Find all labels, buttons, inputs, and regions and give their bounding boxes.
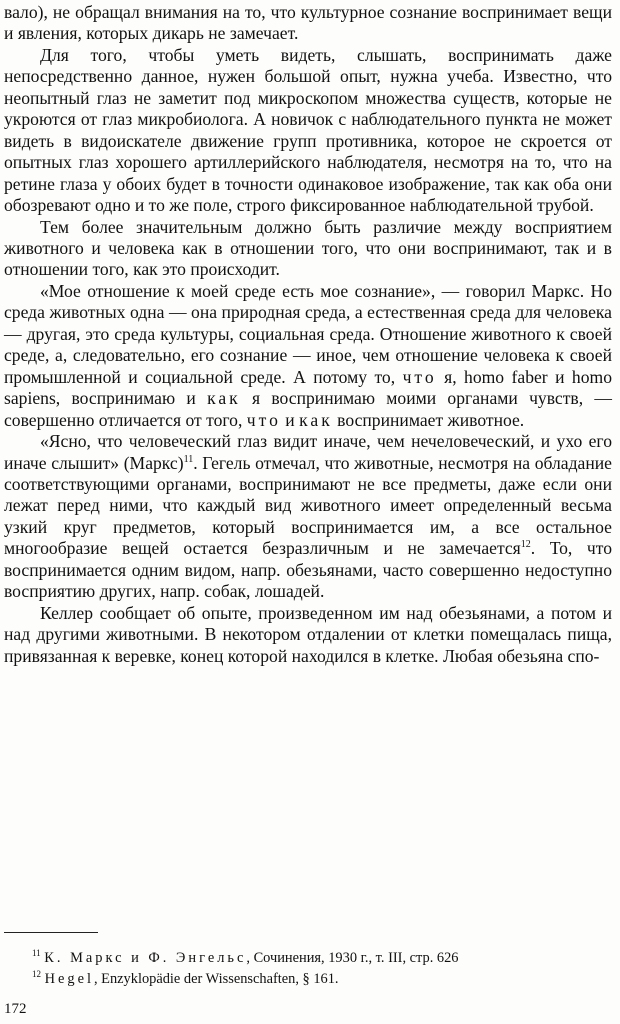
spaced-emphasis: как — [207, 388, 241, 409]
spaced-emphasis: как — [299, 409, 333, 430]
paragraph-continued: вало), не обращал внимания на то, что культурное сознание воспринимает вещи и явления, которых дикарь не замечает. — [4, 2, 612, 44]
spaced-emphasis: что — [402, 366, 437, 387]
page-number: 172 — [4, 1001, 27, 1017]
spaced-emphasis: что — [246, 409, 281, 430]
paragraph: Тем более значительным должно быть различие между восприятием животного и человека как в отношении того, что они воспринимают, так и в отношении того, как это происходит. — [4, 216, 612, 280]
paragraph: Для того, чтобы уметь видеть, слышать, воспринимать даже непосредственно данное, нужен большой опыт, нужна учеба. Известно, что неопытный глаз не заметит под микроскопом множества существ, которые не укроются от глаз микробиолога. А новичок с наблюдательного пункта не может видеть в видоискателе движение групп противника, которое не скроется от опытных глаз хорошего артиллерийского наблюдателя, несмотря на то, что на ретине глаза у обоих будет в точности одинаковое изображение, так как оба они обозревают одно и то же поле, строго фиксированное наблюдательной трубой. — [4, 44, 612, 216]
footnote-ref: 12 — [520, 539, 531, 551]
footnote-11: $^{11}$ К. Маркс и Ф. Энгельс, Сочинения, 1930 г., т. III, стр. 626 — [32, 948, 459, 966]
footnotes — [4, 948, 616, 989]
footnote-12: $^{12}$ Hegel, Enzyklopädie der Wissenschaften, § 161. — [32, 968, 339, 987]
footnote-author: Hegel — [44, 970, 94, 987]
main-text — [4, 2, 612, 667]
footnote-divider — [4, 932, 98, 933]
footnote-author: К. Маркс и Ф. Энгельс — [44, 950, 247, 966]
paragraph-keller: Келлер сообщает об опыте, произведенном им над обезьянами, а потом и над другими животными. В некотором отдалении от клетки помещалась пища, привязанная к веревке, конец которой находился в клетке. Любая обезьяна спо- — [4, 602, 612, 666]
paragraph-hegel: «Ясно, что человеческий глаз видит иначе, чем нечеловеческий, и ухо его иначе слышит» (Маркс)$^{11}$. Гегель отмечал, что животные, несмотря на обладание соответствующими органами, воспринимают не все предметы, даже если они лежат перед ними, что каждый вид животного имеет определенный весьма узкий круг предметов, который воспринимается им, а все остальное многообразие вещей остается безразличным и не замечается$^{12}$. То, что воспринимается одним видом, напр. обезьянами, часто совершенно недоступно восприятию других, напр. собак, лошадей. — [4, 431, 612, 602]
paragraph-marx-quote: «Мое отношение к моей среде есть мое сознание», — говорил Маркс. Но среда животных одна — она природная среда, а естественная среда для человека — другая, это среда культуры, социальная среда. Отношение животного к своей среде, а, следовательно, его сознание — иное, чем отношение человека к своей промышленной и социальной среде. А потому то, что я, homo faber и homo sapiens, воспринимаю и как я воспринимаю моими органами чувств, — совершенно отличается от того, что и как воспринимает животное. — [4, 280, 612, 430]
footnote-ref: 11 — [183, 453, 194, 465]
